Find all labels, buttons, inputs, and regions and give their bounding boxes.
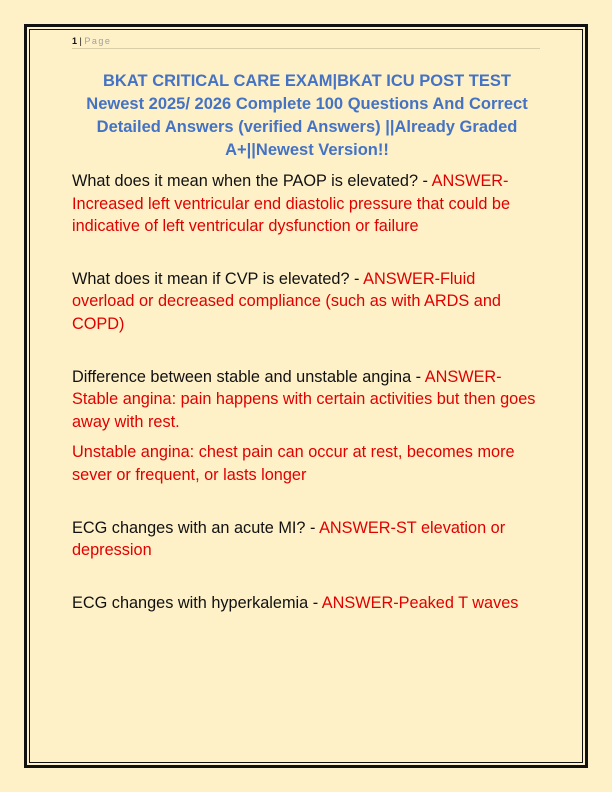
- answer-text: ANSWER-Stable angina: pain happens with certain activities but then goes away with rest.: [72, 367, 536, 431]
- answer-text-continued: Unstable angina: chest pain can occur at rest, becomes more sever or frequent, or lasts longer: [72, 443, 515, 484]
- page-separator: |: [77, 36, 85, 46]
- qa-item-5: [72, 592, 542, 615]
- question-text: What does it mean if CVP is elevated? -: [72, 269, 364, 288]
- answer-text: ANSWER-ST elevation or depression: [72, 518, 506, 560]
- qa-item-4: [72, 517, 542, 562]
- question-text: Difference between stable and unstable angina -: [72, 367, 425, 386]
- qa-item-2: [72, 268, 542, 336]
- question-text: ECG changes with an acute MI? -: [72, 518, 320, 537]
- answer-text: ANSWER-Peaked T waves: [321, 593, 519, 612]
- document-body: [72, 70, 542, 614]
- document-title: BKAT CRITICAL CARE EXAM|BKAT ICU POST TEST Newest 2025/ 2026 Complete 100 Questions And Correct Detailed Answers (verified Answers) ||Already Graded A+||Newest Version!!: [86, 72, 528, 159]
- question-text: What does it mean when the PAOP is elevated? -: [72, 172, 432, 190]
- page-header: [72, 36, 540, 49]
- question-text: ECG changes with hyperkalemia -: [72, 593, 322, 612]
- answer-text: ANSWER-Increased left ventricular end diastolic pressure that could be indicative of left ventricular dysfunction or failure: [72, 172, 511, 236]
- qa-item-3: [72, 366, 542, 487]
- page-number: 1: [72, 36, 78, 46]
- answer-text: ANSWER-Fluid overload or decreased compliance (such as with ARDS and COPD): [72, 269, 501, 333]
- page-label: Page: [84, 36, 112, 46]
- qa-item-1: [72, 170, 542, 238]
